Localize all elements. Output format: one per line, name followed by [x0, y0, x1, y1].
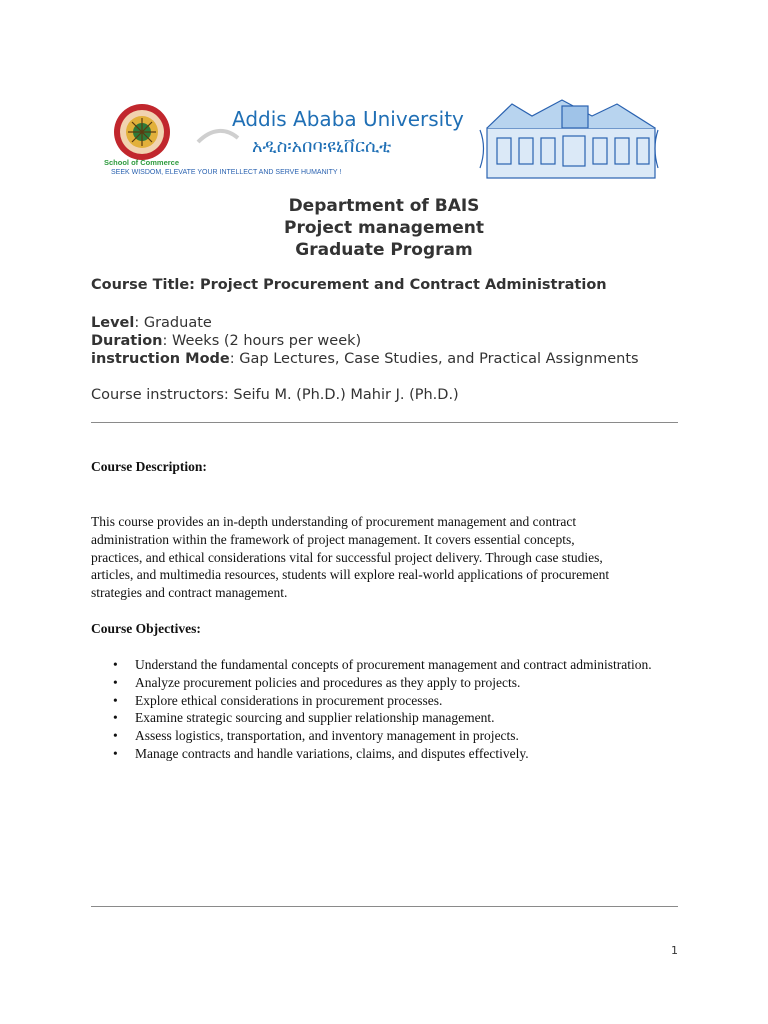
program-level-heading: Graduate Program [295, 240, 473, 260]
bullet-icon: • [113, 657, 118, 672]
bullet-icon: • [113, 745, 118, 761]
objective-item [91, 709, 681, 727]
level-value: : Graduate [134, 315, 212, 331]
bullet-icon: • [113, 710, 118, 726]
description-line: administration within the framework of project management. It covers essential concepts, [91, 531, 575, 547]
university-name: Addis Ababa University [232, 107, 464, 131]
university-seal-icon [114, 104, 170, 160]
page-number: 1 [671, 944, 678, 957]
objective-item [91, 727, 681, 745]
instruction-mode-value: : Gap Lectures, Case Studies, and Practical Assignments [229, 351, 639, 367]
university-banner [92, 98, 660, 182]
objectives-title: Course Objectives: [91, 621, 201, 636]
objective-text: Examine strategic sourcing and supplier relationship management. [135, 710, 495, 726]
objective-text: Explore ethical considerations in procurement processes. [135, 692, 443, 708]
objective-item [91, 745, 681, 763]
course-instructors: Course instructors: Seifu M. (Ph.D.) Mahir J. (Ph.D.) [91, 387, 459, 403]
duration-label: Duration [91, 333, 163, 349]
objective-item [91, 692, 681, 710]
footer-divider [91, 906, 678, 907]
instruction-mode-line [91, 350, 639, 368]
description-line: This course provides an in-depth understanding of procurement management and contract [91, 514, 577, 529]
level-line [91, 314, 212, 332]
objective-text: Analyze procurement policies and procedures as they apply to projects. [135, 674, 521, 690]
objectives-list [91, 656, 681, 763]
banner-graphic [92, 98, 660, 182]
duration-value: : Weeks (2 hours per week) [162, 333, 362, 349]
header-divider [91, 422, 678, 423]
description-line: practices, and ethical considerations vital for successful project delivery. Through case studies, [91, 549, 603, 565]
banner-tagline: SEEK WISDOM, ELEVATE YOUR INTELLECT AND SERVE HUMANITY ! [111, 169, 342, 176]
school-label: School of Commerce [104, 158, 180, 167]
objective-text: Assess logistics, transportation, and inventory management in projects. [135, 728, 519, 744]
objective-item [91, 674, 681, 692]
university-name-amharic: አዲስ፡አበባ፡ዩኒቨርሲቲ [252, 136, 392, 157]
level-label: Level [91, 315, 135, 331]
description-title: Course Description: [91, 459, 207, 474]
program-subject-heading: Project management [284, 218, 484, 238]
department-heading: Department of BAIS [288, 196, 480, 216]
university-building-icon [480, 100, 658, 178]
objective-text: Manage contracts and handle variations, claims, and disputes effectively. [135, 745, 529, 761]
objective-text: Understand the fundamental concepts of procurement management and contract administration. [135, 657, 652, 672]
instruction-mode-label: instruction Mode [91, 351, 230, 367]
bullet-icon: • [113, 674, 118, 690]
description-body [91, 513, 681, 602]
course-title: Course Title: Project Procurement and Contract Administration [91, 277, 607, 293]
objective-item [91, 656, 681, 674]
bullet-icon: • [113, 692, 118, 708]
description-line: articles, and multimedia resources, students will explore real-world applications of procurement [91, 567, 610, 583]
bullet-icon: • [113, 728, 118, 744]
description-line: strategies and contract management. [91, 585, 288, 601]
duration-line [91, 332, 361, 350]
